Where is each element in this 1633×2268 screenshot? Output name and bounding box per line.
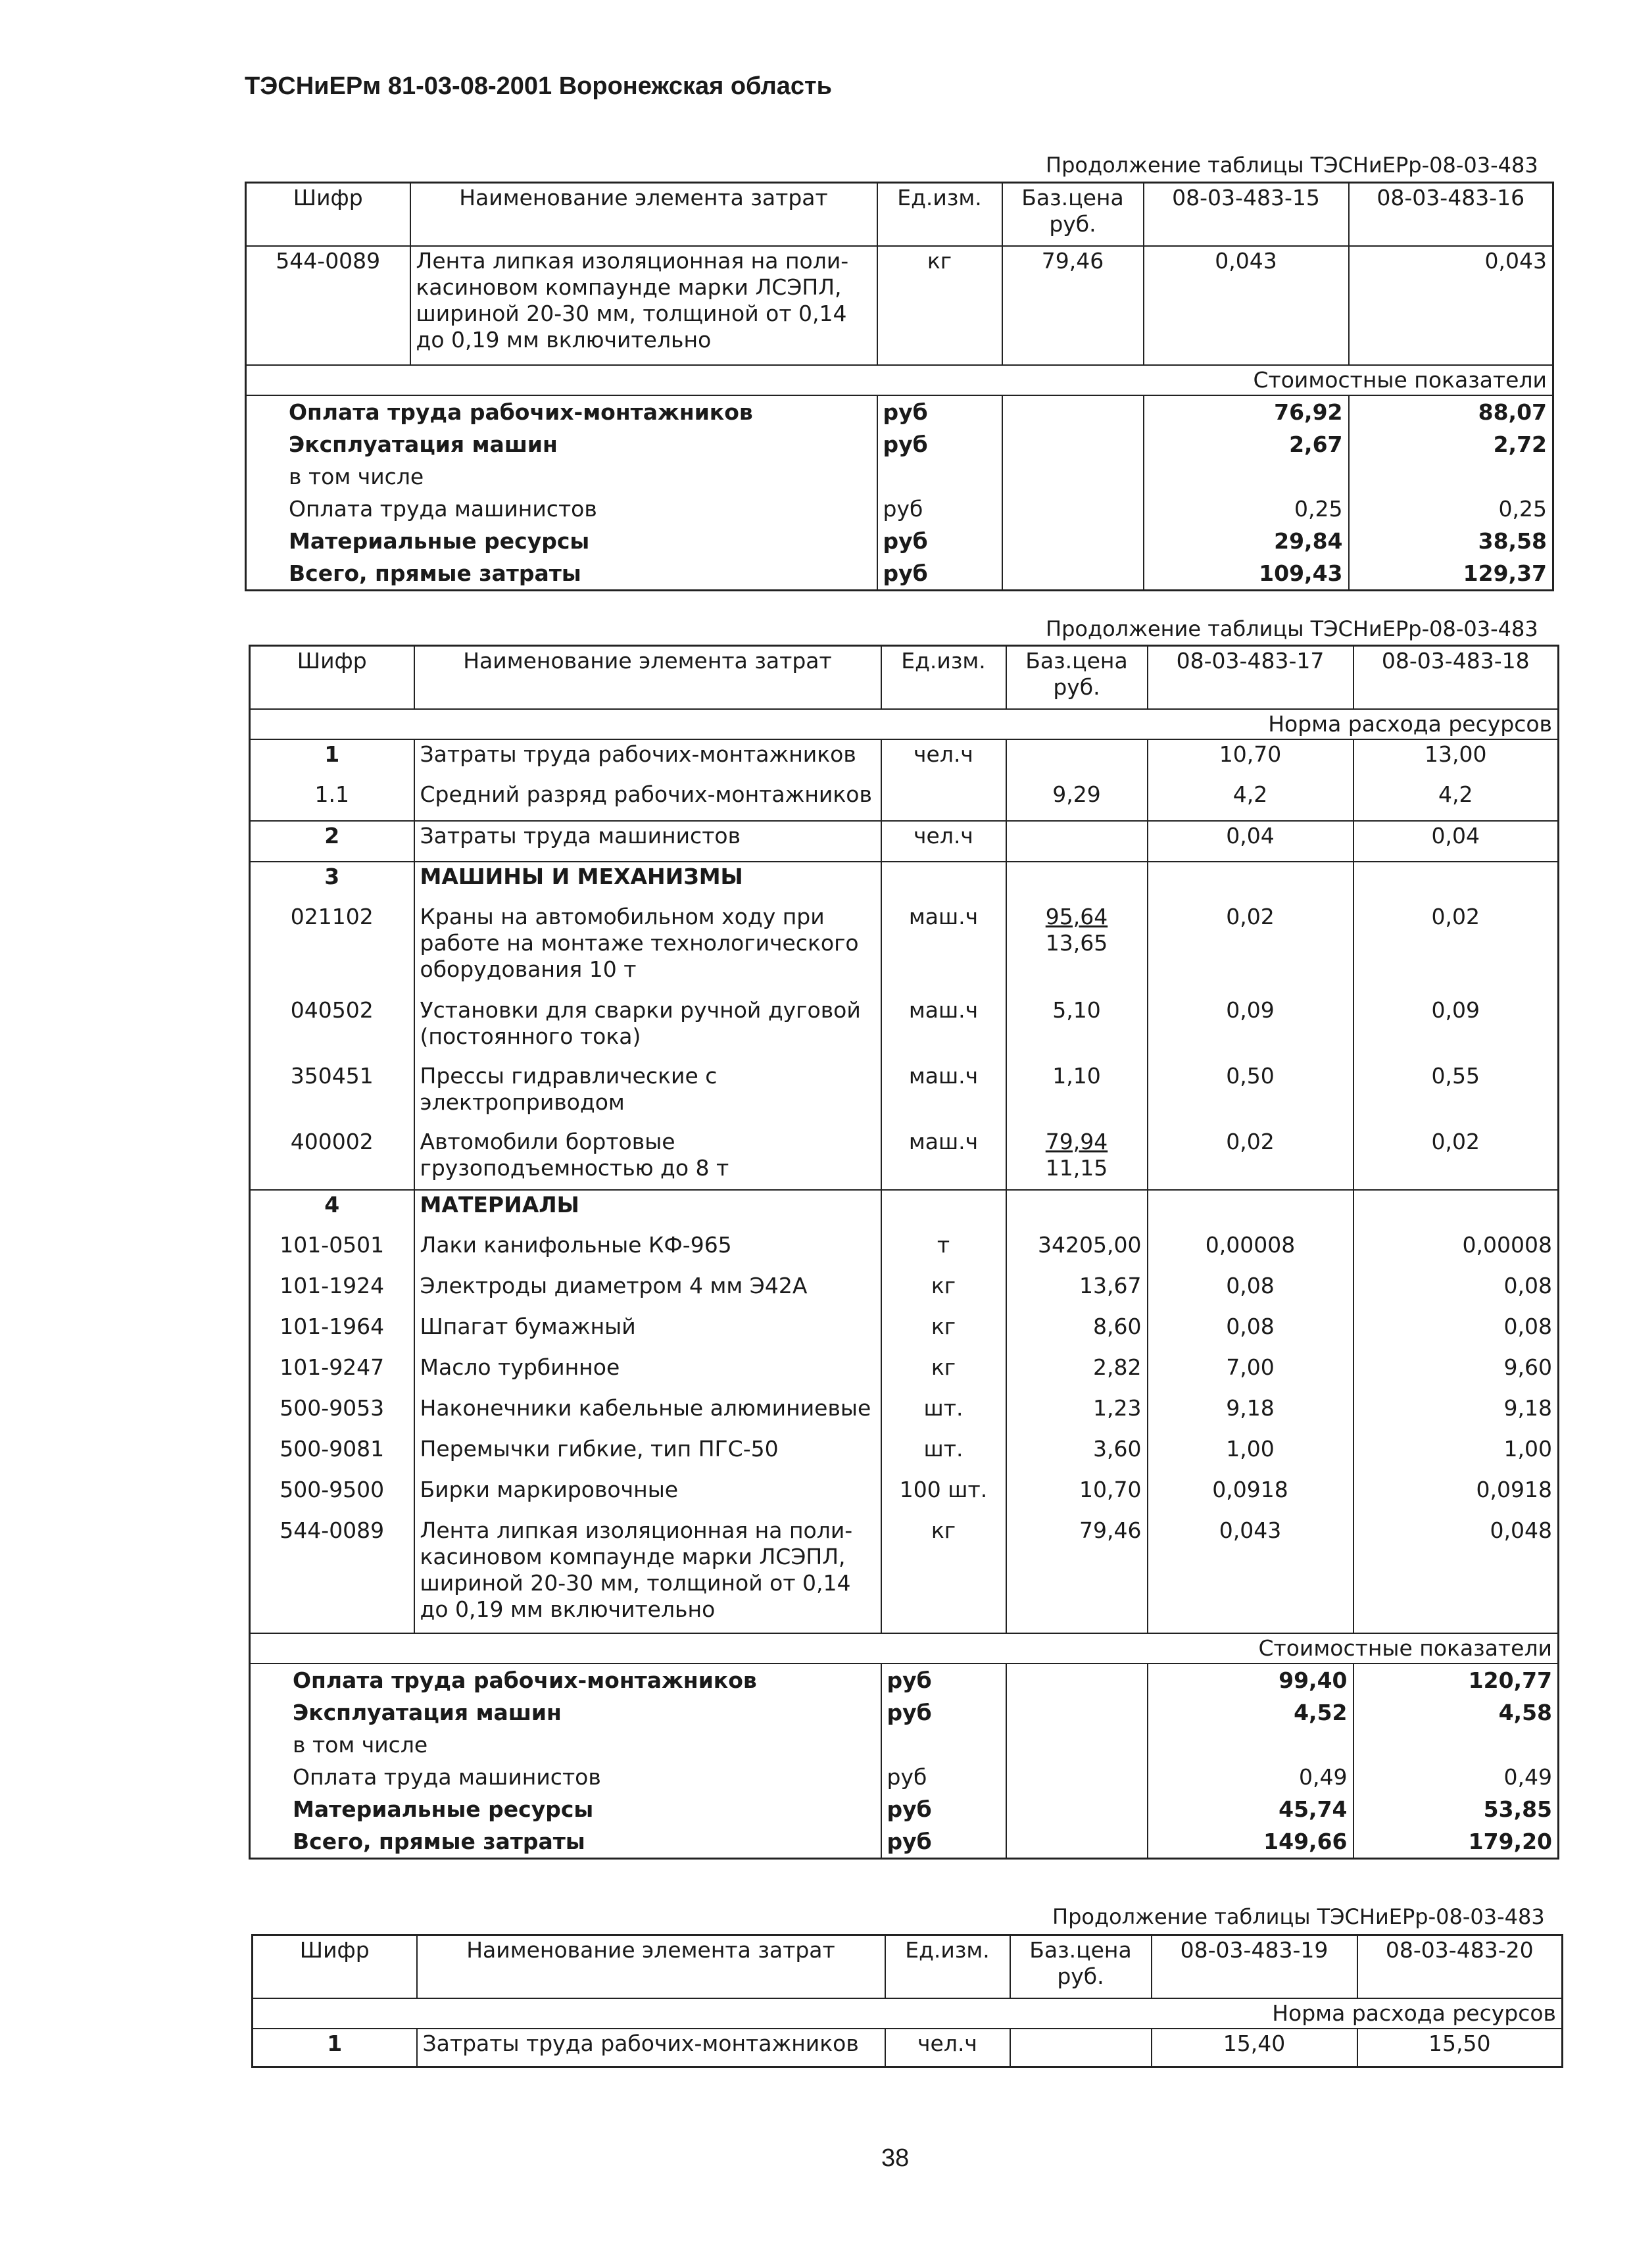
norms-table-2 bbox=[249, 645, 1559, 1860]
cost-row: Оплата труда машинистов руб 0,49 0,49 bbox=[250, 1761, 1559, 1793]
cost-row: в том числе bbox=[250, 1729, 1559, 1761]
table-row: 040502 Установки для сварки ручной дуговой (постоянного тока) маш.ч 5,10 0,09 0,09 bbox=[250, 996, 1559, 1062]
cost-caption: Стоимостные показатели bbox=[246, 365, 1553, 395]
table-row: 101-1924 Электроды диаметром 4 мм Э42А кг 13,67 0,08 0,08 bbox=[250, 1271, 1559, 1312]
cost-row: Эксплуатация машин руб 4,52 4,58 bbox=[250, 1696, 1559, 1729]
cost-row: Всего, прямые затраты руб 149,66 179,20 bbox=[250, 1825, 1559, 1859]
col-price: Баз.цена руб. bbox=[1002, 183, 1144, 247]
table-row: 1.1 Средний разряд рабочих-монтажников 9,29 4,2 4,2 bbox=[250, 780, 1559, 821]
col-code-1: 08-03-483-19 bbox=[1152, 1935, 1357, 1999]
table-row: 101-0501 Лаки канифольные КФ-965 т 34205,00 0,00008 0,00008 bbox=[250, 1231, 1559, 1271]
col-code-1: 08-03-483-17 bbox=[1148, 646, 1353, 710]
table-row: 544-0089 Лента липкая изоляционная на поли-касиновом компаунде марки ЛСЭПЛ, шириной 20-30 мм, толщиной от 0,14 до 0,19 мм включительно кг 79,46 0,043 0,048 bbox=[250, 1516, 1559, 1633]
table-row: 3 МАШИНЫ И МЕХАНИЗМЫ bbox=[250, 862, 1559, 902]
table-row: 400002 Автомобили бортовые грузоподъемностью до 8 т маш.ч 79,94 11,15 0,02 0,02 bbox=[250, 1127, 1559, 1190]
col-name: Наименование элемента затрат bbox=[410, 183, 877, 247]
col-shifr: Шифр bbox=[250, 646, 414, 710]
cost-caption: Стоимостные показатели bbox=[250, 1633, 1559, 1664]
col-unit: Ед.изм. bbox=[885, 1935, 1010, 1999]
table-row: 500-9053 Наконечники кабельные алюминиевые шт. 1,23 9,18 9,18 bbox=[250, 1394, 1559, 1435]
cost-row: Материальные ресурсы руб 29,84 38,58 bbox=[246, 525, 1553, 557]
col-code-2: 08-03-483-16 bbox=[1349, 183, 1553, 247]
col-code-2: 08-03-483-20 bbox=[1357, 1935, 1563, 1999]
table-row: 4 МАТЕРИАЛЫ bbox=[250, 1190, 1559, 1231]
cost-row: Оплата труда рабочих-монтажников руб 99,40 120,77 bbox=[250, 1664, 1559, 1696]
col-unit: Ед.изм. bbox=[881, 646, 1006, 710]
col-name: Наименование элемента затрат bbox=[414, 646, 881, 710]
table-row: 021102 Краны на автомобильном ходу при работе на монтаже технологического оборудования 10 т маш.ч 95,64 13,65 0,02 0,02 bbox=[250, 902, 1559, 996]
table-row: 1 Затраты труда рабочих-монтажников чел.ч 10,70 13,00 bbox=[250, 739, 1559, 780]
table-continuation-3: Продолжение таблицы ТЭСНиЕРр-08-03-483 bbox=[1052, 1904, 1545, 1929]
col-shifr: Шифр bbox=[246, 183, 410, 247]
table-row: 1 Затраты труда рабочих-монтажников чел.ч 15,40 15,50 bbox=[253, 2029, 1563, 2067]
table-row: 101-9247 Масло турбинное кг 2,82 7,00 9,60 bbox=[250, 1353, 1559, 1394]
table-row: 101-1964 Шпагат бумажный кг 8,60 0,08 0,08 bbox=[250, 1312, 1559, 1353]
page-number: 38 bbox=[881, 2144, 910, 2172]
col-shifr: Шифр bbox=[253, 1935, 417, 1999]
table-continuation-2: Продолжение таблицы ТЭСНиЕРр-08-03-483 bbox=[1046, 616, 1538, 641]
norm-caption: Норма расхода ресурсов bbox=[253, 1998, 1563, 2029]
col-unit: Ед.изм. bbox=[877, 183, 1002, 247]
table-row: 500-9081 Перемычки гибкие, тип ПГС-50 шт. 3,60 1,00 1,00 bbox=[250, 1435, 1559, 1475]
col-price: Баз.цена руб. bbox=[1010, 1935, 1152, 1999]
col-code-1: 08-03-483-15 bbox=[1144, 183, 1349, 247]
cost-row: Оплата труда машинистов руб 0,25 0,25 bbox=[246, 493, 1553, 525]
table-continuation-1: Продолжение таблицы ТЭСНиЕРр-08-03-483 bbox=[1046, 153, 1538, 178]
col-price: Баз.цена руб. bbox=[1006, 646, 1148, 710]
table-row: 544-0089 Лента липкая изоляционная на поли-касиновом компаунде марки ЛСЭПЛ, шириной 20-30 мм, толщиной от 0,14 до 0,19 мм включительно кг 79,46 0,043 0,043 bbox=[246, 246, 1553, 365]
norms-table-1 bbox=[245, 182, 1554, 591]
col-name: Наименование элемента затрат bbox=[417, 1935, 885, 1999]
cost-row: Материальные ресурсы руб 45,74 53,85 bbox=[250, 1793, 1559, 1825]
cost-row: Эксплуатация машин руб 2,67 2,72 bbox=[246, 428, 1553, 460]
cost-row: Всего, прямые затраты руб 109,43 129,37 bbox=[246, 557, 1553, 591]
table-row: 2 Затраты труда машинистов чел.ч 0,04 0,04 bbox=[250, 821, 1559, 862]
page-header: ТЭСНиЕРм 81-03-08-2001 Воронежская область bbox=[245, 72, 832, 100]
col-code-2: 08-03-483-18 bbox=[1353, 646, 1559, 710]
cost-row: Оплата труда рабочих-монтажников руб 76,92 88,07 bbox=[246, 395, 1553, 428]
cost-row: в том числе bbox=[246, 460, 1553, 493]
norms-table-3 bbox=[251, 1934, 1563, 2068]
norm-caption: Норма расхода ресурсов bbox=[250, 709, 1559, 739]
table-row: 350451 Прессы гидравлические с электроприводом маш.ч 1,10 0,50 0,55 bbox=[250, 1062, 1559, 1127]
table-row: 500-9500 Бирки маркировочные 100 шт. 10,70 0,0918 0,0918 bbox=[250, 1475, 1559, 1516]
